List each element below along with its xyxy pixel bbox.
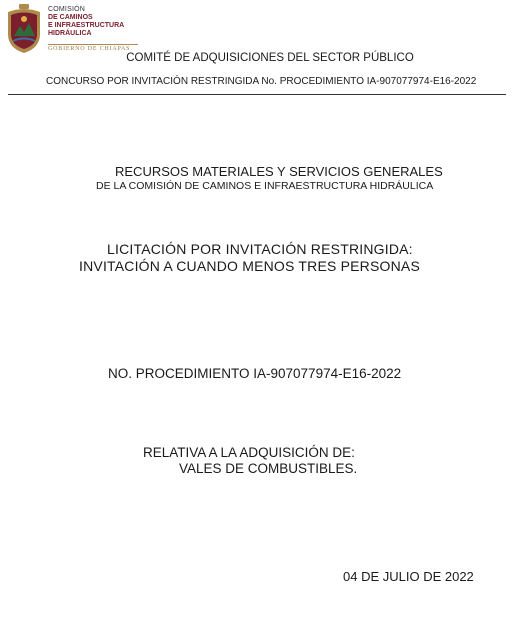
logo-line-hidraulica: HIDRÁULICA <box>48 30 92 37</box>
logo-line-comision: COMISIÓN <box>48 6 85 13</box>
department-subtitle: DE LA COMISIÓN DE CAMINOS E INFRAESTRUCTURA HIDRÁULICA <box>96 180 434 192</box>
contest-header: CONCURSO POR INVITACIÓN RESTRINGIDA No. PROCEDIMIENTO IA-907077974-E16-2022 <box>46 76 477 87</box>
chiapas-seal-icon <box>5 4 43 54</box>
licitation-title: LICITACIÓN POR INVITACIÓN RESTRINGIDA: <box>107 241 413 257</box>
header-divider <box>8 94 506 95</box>
logo-line-caminos: DE CAMINOS <box>48 14 93 21</box>
document-date: 04 DE JULIO DE 2022 <box>343 569 474 584</box>
logo-line-infraestructura: E INFRAESTRUCTURA <box>48 22 125 29</box>
department-title: RECURSOS MATERIALES Y SERVICIOS GENERALES <box>115 164 443 179</box>
acquisition-item: VALES DE COMBUSTIBLES. <box>179 461 358 476</box>
procedure-number: NO. PROCEDIMIENTO IA-907077974-E16-2022 <box>108 366 402 381</box>
committee-header <box>0 52 513 64</box>
logo-text <box>48 6 124 38</box>
licitation-subtitle: INVITACIÓN A CUANDO MENOS TRES PERSONAS <box>79 258 421 274</box>
logo-subline: GOBIERNO DE CHIAPAS <box>48 44 138 52</box>
committee-title: COMITÉ DE ADQUISICIONES DEL SECTOR PÚBLICO <box>126 52 414 64</box>
agency-logo <box>5 4 139 54</box>
acquisition-label: RELATIVA A LA ADQUISICIÓN DE: <box>143 445 355 460</box>
